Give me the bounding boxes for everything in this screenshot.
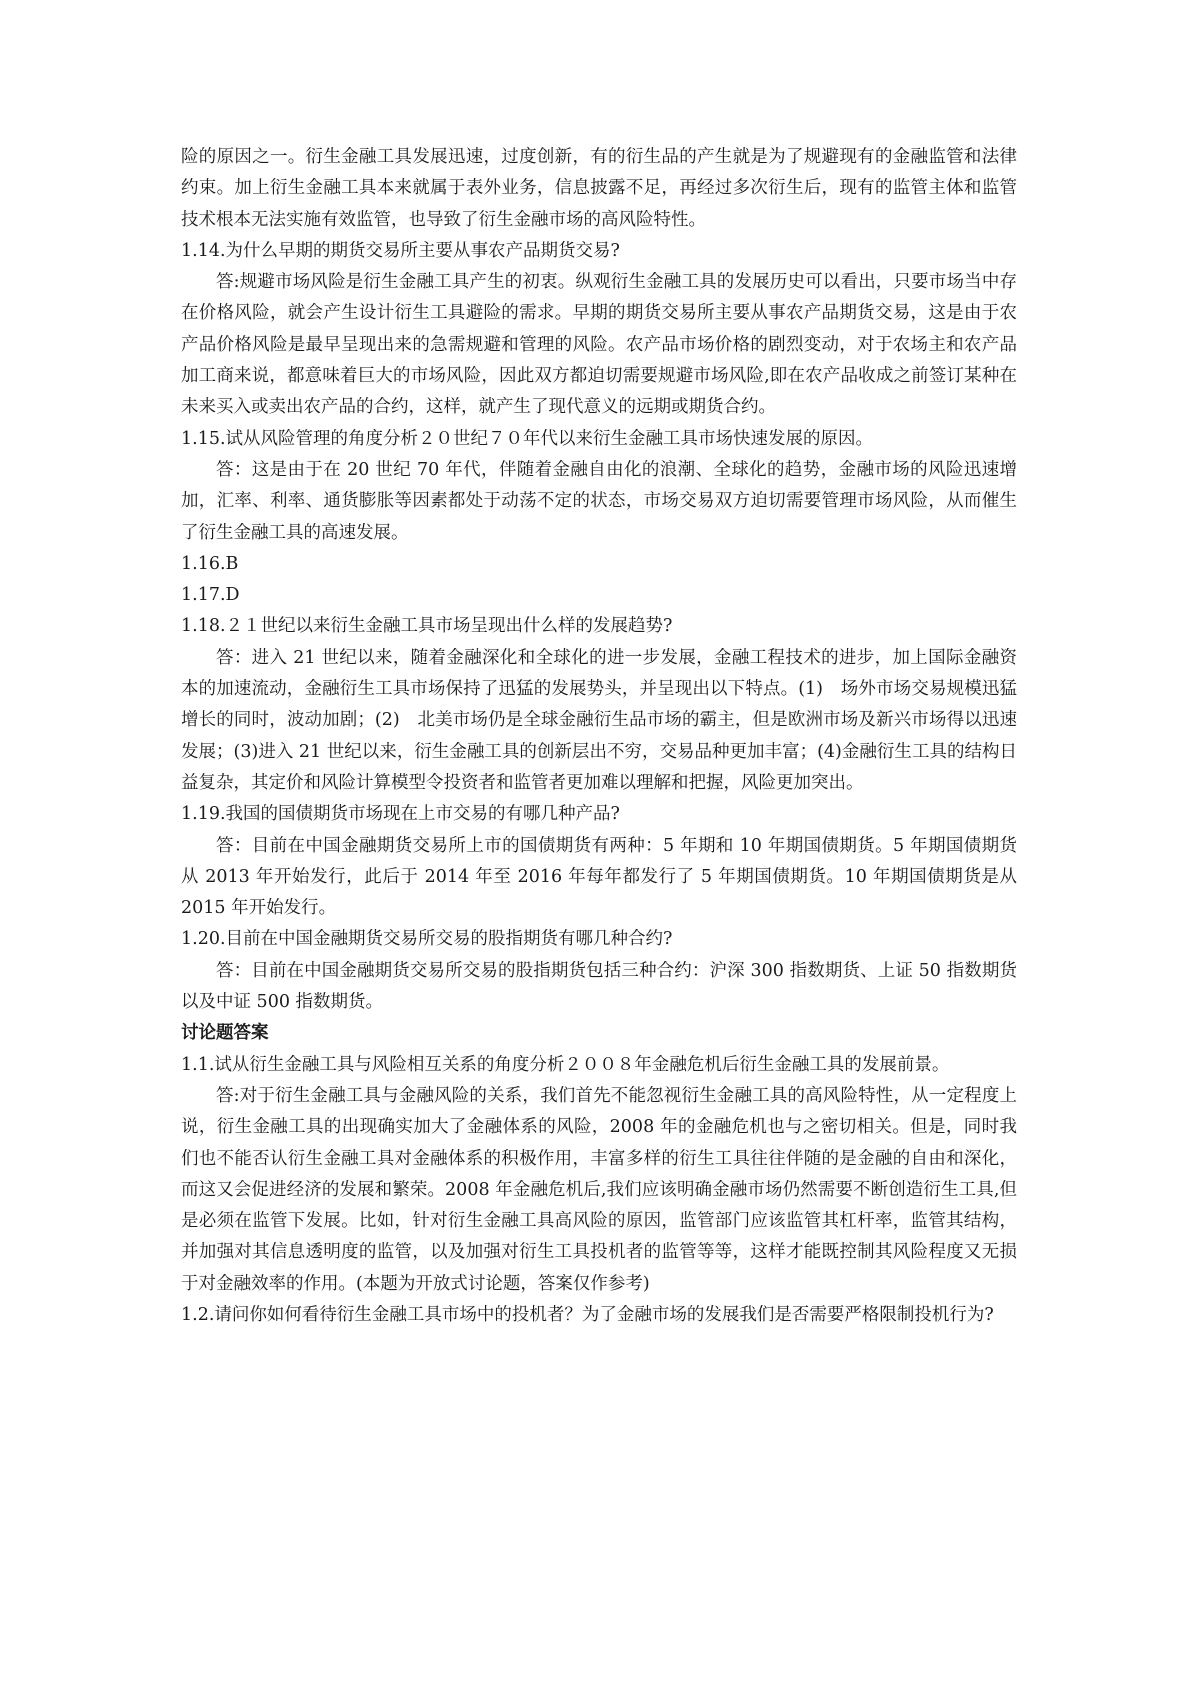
- section-heading-discussion: 讨论题答案: [181, 1023, 269, 1044]
- answer-1-17: 1.17.D: [181, 585, 240, 606]
- answer-1-15: 答：这是由于在 20 世纪 70 年代，伴随着金融自由化的浪潮、全球化的趋势，金融市场的风险迅速增加，汇率、利率、通货膨胀等因素都处于动荡不定的状态，市场交易双方迫切需要管理市场风险，从而催生了衍生金融工具的高速发展。: [181, 459, 1017, 543]
- answer-1-19: 答：目前在中国金融期货交易所上市的国债期货有两种：5 年期和 10 年期国债期货。5 年期国债期货从 2013 年开始发行，此后于 2014 年至 2016 年每年都发行了 5 年期国债期货。10 年期国债期货是从 2015 年开始发行。: [181, 835, 1017, 919]
- discussion-question-1-2: 1.2.请问你如何看待衍生金融工具市场中的投机者？为了金融市场的发展我们是否需要严格限制投机行为?: [181, 1304, 994, 1325]
- answer-1-16: 1.16.B: [181, 553, 239, 574]
- question-1-20: 1.20.目前在中国金融期货交易所交易的股指期货有哪几种合约?: [181, 929, 673, 950]
- answer-1-20: 答：目前在中国金融期货交易所交易的股指期货包括三种合约：沪深 300 指数期货、上证 50 指数期货以及中证 500 指数期货。: [181, 960, 1017, 1013]
- answer-1-14: 答:规避市场风险是衍生金融工具产生的初衷。纵观衍生金融工具的发展历史可以看出，只要市场当中存在价格风险，就会产生设计衍生工具避险的需求。早期的期货交易所主要从事农产品期货交易，这是由于农产品价格风险是最早呈现出来的急需规避和管理的风险。农产品市场价格的剧烈变动，对于农场主和农产品加工商来说，都意味着巨大的市场风险，因此双方都迫切需要规避市场风险,即在农产品收成之前签订某种在未来买入或卖出农产品的合约，这样，就产生了现代意义的远期或期货合约。: [181, 272, 1017, 418]
- paragraph-continued: 险的原因之一。衍生金融工具发展迅速，过度创新，有的衍生品的产生就是为了规避现有的金融监管和法律约束。加上衍生金融工具本来就属于表外业务，信息披露不足，再经过多次衍生后，现有的监管主体和监管技术根本无法实施有效监管，也导致了衍生金融市场的高风险特性。: [181, 147, 1017, 230]
- discussion-answer-1-1: 答:对于衍生金融工具与金融风险的关系，我们首先不能忽视衍生金融工具的高风险特性，从一定程度上说，衍生金融工具的出现确实加大了金融体系的风险，2008 年的金融危机也与之密切相关。但是，同时我们也不能否认衍生金融工具对金融体系的积极作用，丰富多样的衍生工具往往伴随的是金融的自由和深化，而这又会促进经济的发展和繁荣。2008 年金融危机后,我们应该明确金融市场仍然需要不断创造衍生工具,但是必须在监管下发展。比如，针对衍生金融工具高风险的原因，监管部门应该监管其杠杆率，监管其结构，并加强对其信息透明度的监管，以及加强对衍生工具投机者的监管等等，这样才能既控制其风险程度又无损于对金融效率的作用。(本题为开放式讨论题，答案仅作参考): [181, 1085, 1017, 1294]
- question-1-14: 1.14.为什么早期的期货交易所主要从事农产品期货交易?: [181, 240, 620, 261]
- document-page: [181, 142, 1017, 1331]
- question-1-19: 1.19.我国的国债期货市场现在上市交易的有哪几种产品?: [181, 804, 620, 825]
- discussion-question-1-1: 1.1.试从衍生金融工具与风险相互关系的角度分析２００８年金融危机后衍生金融工具的发展前景。: [181, 1054, 950, 1075]
- question-1-18: 1.18.２１世纪以来衍生金融工具市场呈现出什么样的发展趋势?: [181, 616, 673, 637]
- answer-1-18: 答：进入 21 世纪以来，随着金融深化和全球化的进一步发展，金融工程技术的进步，加上国际金融资本的加速流动，金融衍生工具市场保持了迅猛的发展势头，并呈现出以下特点。(1) 场外市场交易规模迅猛增长的同时，波动加剧；(2) 北美市场仍是全球金融衍生品市场的霸主，但是欧洲市场及新兴市场得以迅速发展；(3)进入 21 世纪以来，衍生金融工具的创新层出不穷，交易品种更加丰富；(4)金融衍生工具的结构日益复杂，其定价和风险计算模型令投资者和监管者更加难以理解和把握，风险更加突出。: [181, 647, 1017, 793]
- question-1-15: 1.15.试从风险管理的角度分析２０世纪７０年代以来衍生金融工具市场快速发展的原因。: [181, 428, 874, 449]
